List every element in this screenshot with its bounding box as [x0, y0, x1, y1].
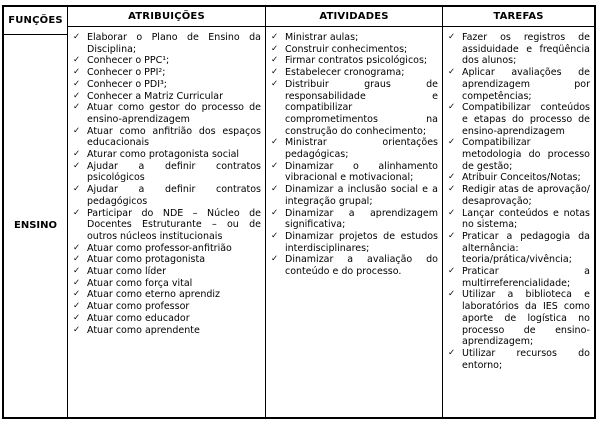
list-item: [72, 67, 263, 79]
check-icon: ✓: [73, 102, 81, 113]
list-item: [270, 79, 440, 138]
item-text: Aplicar avaliações de aprendizagem por competências;: [462, 67, 590, 102]
item-text: Compatibilizar conteúdos e etapas do processo de ensino-aprendizagem: [462, 102, 590, 137]
list-item: [447, 172, 592, 184]
list-item: [447, 289, 592, 348]
check-icon: ✓: [448, 137, 456, 148]
check-icon: ✓: [271, 230, 279, 241]
item-text: Dinamizar o alinhamento vibracional e motivacional;: [285, 160, 438, 184]
check-icon: ✓: [73, 301, 81, 312]
item-text: Atuar como professor: [87, 301, 190, 313]
list-item: [72, 325, 263, 337]
item-text: Atuar como anfitrião dos espaços educacionais: [87, 125, 261, 149]
check-icon: ✓: [448, 67, 456, 78]
list-item: [72, 301, 263, 313]
column-header-atribuicoes: ATRIBUIÇÕES: [68, 7, 265, 27]
item-text: Fazer os registros de assiduidade e freqüência dos alunos;: [462, 32, 590, 67]
atividades-list: [266, 27, 442, 417]
list-item: [270, 137, 440, 160]
item-text: Atuar como professor-anfitrião: [87, 242, 232, 254]
check-icon: ✓: [448, 289, 456, 300]
check-icon: ✓: [73, 32, 81, 42]
list-item: [72, 243, 263, 255]
column-header-funcoes: FUNÇÕES: [4, 7, 67, 35]
check-icon: ✓: [271, 254, 279, 265]
list-item: [270, 231, 440, 254]
list-item: [72, 32, 263, 55]
list-item: [72, 266, 263, 278]
check-icon: ✓: [73, 242, 81, 253]
list-item: [72, 149, 263, 161]
check-icon: ✓: [73, 149, 81, 160]
check-icon: ✓: [448, 32, 456, 42]
list-item: [72, 102, 263, 125]
list-item: [270, 67, 440, 79]
list-item: [72, 161, 263, 184]
check-icon: ✓: [271, 184, 279, 195]
list-item: [447, 266, 592, 289]
item-text: Participar do NDE – Núcleo de Docentes Estruturante – ou de outros núcleos institucionais: [87, 207, 261, 242]
check-icon: ✓: [73, 312, 81, 323]
list-item: [447, 102, 592, 137]
item-text: Compatibilizar metodologia do processo de gestão;: [462, 137, 590, 172]
item-text: Dinamizar a inclusão social e a integração grupal;: [285, 184, 438, 207]
check-icon: ✓: [73, 78, 81, 89]
atribuicoes-list: [68, 27, 265, 417]
list-item: [72, 208, 263, 243]
list-item: [447, 231, 592, 266]
column-atribuicoes: [68, 7, 266, 417]
check-icon: ✓: [271, 55, 279, 66]
check-icon: ✓: [448, 172, 456, 183]
list-item: [447, 32, 592, 67]
item-text: Atuar como protagonista: [87, 254, 206, 266]
funcoes-cell: [4, 35, 67, 417]
check-icon: ✓: [73, 277, 81, 288]
check-icon: ✓: [271, 207, 279, 218]
list-item: [447, 137, 592, 172]
check-icon: ✓: [271, 32, 279, 42]
check-icon: ✓: [448, 102, 456, 113]
check-icon: ✓: [271, 137, 279, 148]
list-item: [270, 184, 440, 207]
check-icon: ✓: [271, 67, 279, 78]
item-text: Atuar como aprendente: [87, 324, 200, 336]
list-item: [447, 208, 592, 231]
check-icon: ✓: [73, 67, 81, 78]
check-icon: ✓: [73, 207, 81, 218]
item-text: Conhecer o PDI³;: [87, 78, 168, 90]
check-icon: ✓: [73, 125, 81, 136]
list-item: [270, 44, 440, 56]
check-icon: ✓: [73, 55, 81, 66]
check-icon: ✓: [448, 207, 456, 218]
item-text: Utilizar recursos do entorno;: [462, 347, 590, 371]
item-text: Praticar a multirreferencialidade;: [462, 266, 590, 289]
check-icon: ✓: [271, 43, 279, 54]
item-text: Conhecer a Matriz Curricular: [87, 90, 224, 102]
check-icon: ✓: [73, 90, 81, 101]
item-text: Dinamizar a aprendizagem significativa;: [285, 207, 438, 231]
item-text: Distribuir graus de responsabilidade e compatibilizar comprometimentos na construção do conhecimento;: [285, 78, 438, 137]
item-text: Ministrar aulas;: [285, 32, 359, 43]
list-item: [270, 161, 440, 184]
list-item: [270, 55, 440, 67]
check-icon: ✓: [73, 184, 81, 195]
tarefas-list: [443, 27, 594, 417]
list-item: [72, 126, 263, 149]
item-text: Elaborar o Plano de Ensino da Disciplina;: [87, 32, 261, 55]
list-item: [72, 278, 263, 290]
check-icon: ✓: [271, 78, 279, 89]
item-text: Utilizar a biblioteca e laboratórios da IES como aporte de logística no processo de ensino-aprendizagem;: [462, 289, 590, 348]
list-item: [447, 348, 592, 371]
list-item: [72, 55, 263, 67]
item-text: Aturar como protagonista social: [87, 149, 240, 161]
check-icon: ✓: [271, 160, 279, 171]
column-header-atividades: ATIVIDADES: [266, 7, 442, 27]
list-item: [447, 184, 592, 207]
item-text: Construir conhecimentos;: [285, 43, 408, 55]
item-text: Ajudar a definir contratos psicológicos: [87, 160, 261, 184]
column-tarefas: [443, 7, 594, 417]
list-item: [72, 254, 263, 266]
item-text: Dinamizar a avaliação do conteúdo e do processo.: [285, 254, 438, 278]
check-icon: ✓: [448, 266, 456, 277]
item-text: Atuar como educador: [87, 312, 190, 324]
check-icon: ✓: [448, 230, 456, 241]
item-text: Atuar como força vital: [87, 277, 193, 289]
check-icon: ✓: [448, 184, 456, 195]
check-icon: ✓: [73, 324, 81, 335]
list-item: [270, 208, 440, 231]
item-text: Firmar contratos psicológicos;: [285, 55, 428, 67]
function-label: ENSINO: [14, 220, 57, 232]
list-item: [72, 79, 263, 91]
functions-table: [2, 5, 596, 419]
item-text: Conhecer o PPC¹;: [87, 55, 170, 67]
item-text: Atuar como gestor do processo de ensino-aprendizagem: [87, 102, 261, 125]
item-text: Conhecer o PPI²;: [87, 67, 166, 79]
list-item: [72, 91, 263, 103]
check-icon: ✓: [73, 254, 81, 265]
list-item: [72, 184, 263, 207]
item-text: Estabelecer cronograma;: [285, 67, 405, 79]
item-text: Praticar a pedagogia da alternância: teoria/prática/vivência;: [462, 230, 590, 266]
list-item: [270, 254, 440, 277]
item-text: Atuar como eterno aprendiz: [87, 289, 221, 301]
item-text: Lançar conteúdos e notas no sistema;: [462, 207, 590, 231]
column-atividades: [266, 7, 443, 417]
column-header-tarefas: TAREFAS: [443, 7, 594, 27]
item-text: Dinamizar projetos de estudos interdisciplinares;: [285, 230, 438, 254]
check-icon: ✓: [73, 266, 81, 277]
item-text: Ajudar a definir contratos pedagógicos: [87, 184, 261, 207]
item-text: Redigir atas de aprovação/ desaprovação;: [462, 184, 590, 207]
item-text: Ministrar orientações pedagógicas;: [285, 137, 438, 161]
check-icon: ✓: [73, 160, 81, 171]
list-item: [72, 313, 263, 325]
check-icon: ✓: [448, 347, 456, 358]
check-icon: ✓: [73, 289, 81, 300]
list-item: [270, 32, 440, 44]
item-text: Atuar como líder: [87, 266, 167, 278]
item-text: Atribuir Conceitos/Notas;: [462, 172, 581, 184]
list-item: [72, 289, 263, 301]
list-item: [447, 67, 592, 102]
column-funcoes: [4, 7, 68, 417]
